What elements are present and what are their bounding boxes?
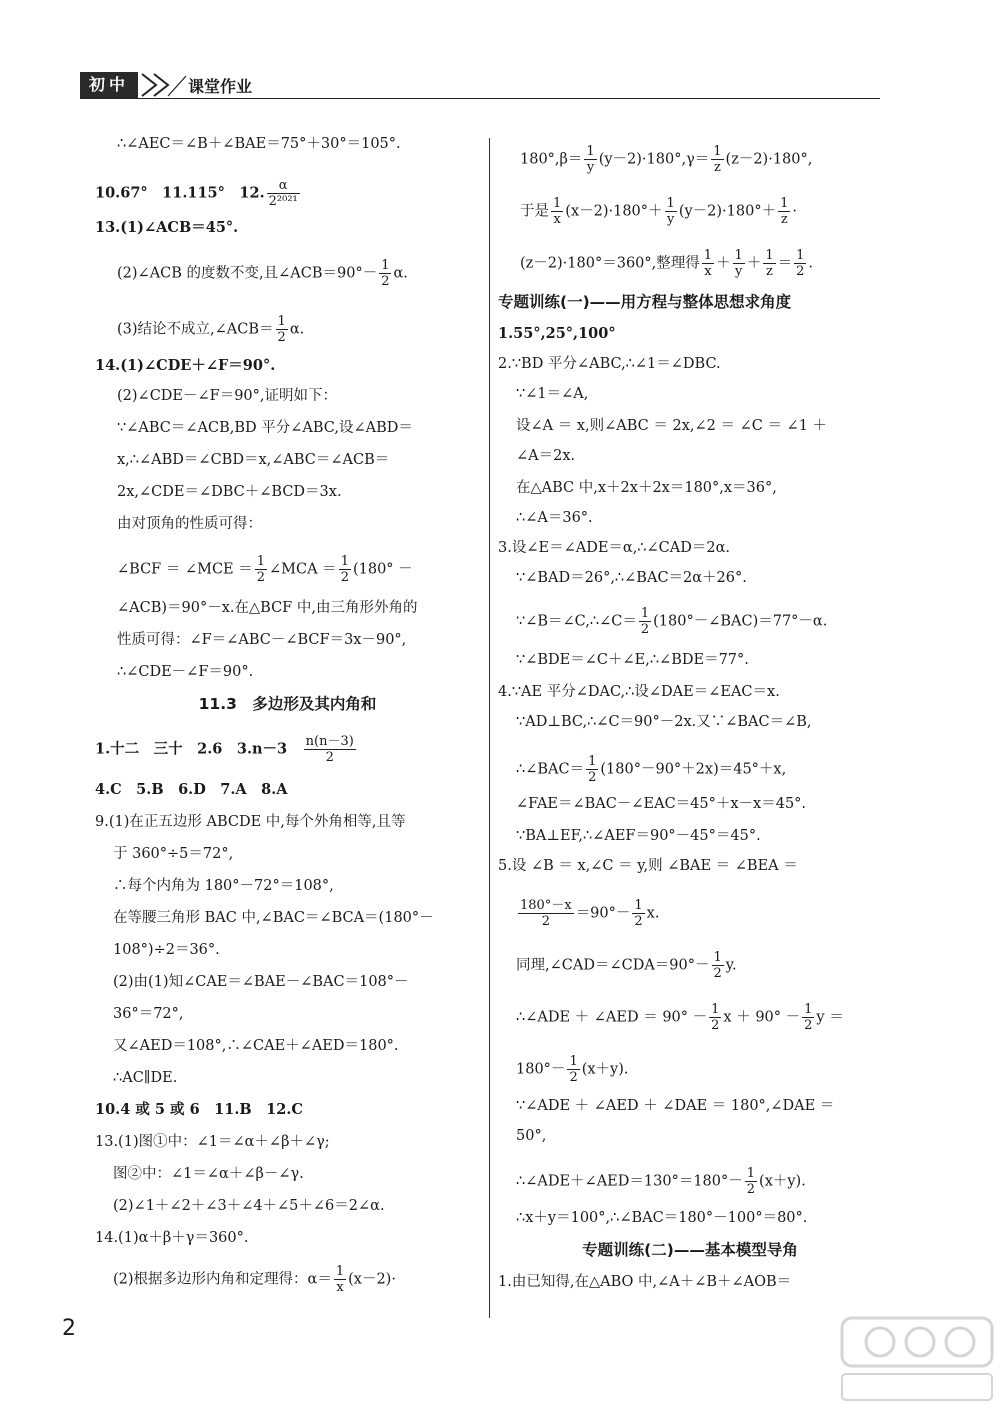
text: α.: [289, 321, 305, 338]
answer-line: [95, 1004, 480, 1024]
answer-line: [498, 1002, 882, 1033]
answer-line: [498, 538, 882, 558]
denominator: 2: [325, 750, 334, 765]
text: ∵∠BAD＝26°,∴∠BAC＝2α＋26°.: [516, 570, 747, 586]
answer-line: [498, 650, 882, 670]
fraction: [711, 144, 723, 175]
denominator: 2: [588, 770, 597, 785]
text: (x－2)·180°＋: [565, 203, 663, 220]
fraction: [709, 1002, 721, 1033]
numerator: 1: [734, 248, 743, 263]
fraction: [763, 248, 775, 279]
fraction: [551, 196, 563, 227]
section-heading: 专题训练(一)——用方程与整体思想求角度: [498, 293, 792, 311]
text: 10.4 或 5 或 6 11.B 12.C: [95, 1101, 303, 1118]
answer-line: [498, 354, 882, 374]
numerator: α: [267, 178, 300, 194]
numerator: 1: [780, 196, 789, 211]
page-header: [80, 72, 880, 100]
answer-line: [95, 386, 480, 406]
fraction: [632, 898, 644, 929]
denominator: x: [704, 264, 712, 279]
answer-line: [95, 598, 480, 618]
text: (180°－90°＋2x)＝45°＋x,: [600, 761, 787, 778]
numerator: 1: [713, 950, 722, 965]
text: (2)由(1)知∠CAE＝∠BAE－∠BAC＝108°－: [113, 974, 409, 990]
answer-line: [95, 356, 480, 376]
text: ＋: [746, 255, 762, 272]
numerator: 1: [277, 314, 286, 329]
text: ∴x＋y＝100°,∴∠BAC＝180°－100°＝80°.: [516, 1210, 808, 1226]
text: ＋: [716, 255, 731, 272]
answer-line: [95, 1228, 480, 1248]
answer-line: [95, 844, 480, 864]
answer-line: [498, 508, 882, 528]
denominator: 2: [381, 274, 390, 289]
text: (x－2)·: [348, 1271, 396, 1288]
answer-line: [498, 794, 882, 814]
series-badge: 初中: [80, 72, 138, 98]
answer-line: [95, 1196, 480, 1216]
answer-line: [498, 324, 882, 344]
fraction: [702, 248, 714, 279]
numerator: 1: [796, 248, 805, 263]
fraction: [733, 248, 745, 279]
text: 50°,: [516, 1128, 547, 1144]
text: 2x,∠CDE＝∠DBC＋∠BCD＝3x.: [117, 484, 342, 500]
answer-line: [498, 416, 882, 436]
answer-line: [498, 682, 882, 702]
text: ∠A＝2x.: [516, 448, 576, 464]
answer-line: [498, 606, 882, 637]
text: (2)根据多边形内角和定理得：α＝: [113, 1271, 332, 1288]
text: 在△ABC 中,x＋2x＋2x＝180°,x＝36°,: [516, 480, 777, 496]
text: 2.∵BD 平分∠ABC,∴∠1＝∠DBC.: [498, 356, 721, 372]
denominator: x: [553, 212, 561, 227]
fraction: [778, 196, 790, 227]
numerator: 180°－x: [520, 898, 572, 913]
double-chevron-icon: [138, 72, 188, 98]
text: ＝: [777, 255, 793, 272]
page-number: 2: [62, 1316, 76, 1341]
fraction: [802, 1002, 814, 1033]
answer-line: [95, 218, 480, 238]
numerator: 1: [746, 1166, 756, 1181]
text: (2)∠1＋∠2＋∠3＋∠4＋∠5＋∠6＝2∠α.: [113, 1198, 385, 1214]
answer-line: [95, 178, 480, 209]
denominator: y: [667, 212, 675, 227]
numerator: 1: [666, 196, 675, 211]
text: .: [808, 255, 813, 272]
numerator: n(n－3): [305, 734, 354, 749]
denominator: z: [766, 264, 773, 279]
fraction: [304, 734, 356, 765]
text: ∴∠ADE ＋ ∠AED ＝ 90° －: [516, 1009, 708, 1026]
text: 180°－: [516, 1061, 566, 1078]
denominator: 2: [804, 1018, 813, 1033]
text: (2)∠CDE－∠F＝90°,证明如下：: [117, 388, 338, 404]
text: ∵AD⊥BC,∴∠C＝90°－2x.又∵∠BAC＝∠B,: [516, 714, 812, 730]
denominator: y: [586, 160, 595, 175]
answer-line: [95, 780, 480, 800]
text: (y－2)·180°＋: [678, 203, 777, 220]
header-rule: [80, 98, 880, 99]
answer-line: [498, 478, 882, 498]
fraction: [567, 1054, 579, 1085]
text: (z－2)·180°＝360°,整理得: [520, 255, 700, 272]
text: 180°,β＝: [520, 151, 583, 168]
denominator: 2: [541, 914, 550, 929]
answer-line: [95, 630, 480, 650]
answer-line: [95, 876, 480, 896]
answer-line: [95, 1264, 480, 1295]
answer-line: [498, 1126, 882, 1146]
text: ∠ACB)＝90°－x.在△BCF 中,由三角形外角的: [117, 600, 418, 616]
fraction: [794, 248, 806, 279]
answer-line: [95, 482, 480, 502]
denominator: z: [713, 160, 721, 175]
denominator: 2: [634, 914, 643, 929]
answer-line: [95, 972, 480, 992]
answer-line: [95, 1164, 480, 1184]
numerator: 1: [713, 144, 722, 159]
denominator: z: [780, 212, 788, 227]
denominator: 2: [569, 1070, 578, 1085]
text: (3)结论不成立,∠ACB＝: [117, 321, 274, 338]
text: ∠BCF ＝ ∠MCE ＝: [117, 561, 253, 578]
text: 图②中：∠1＝∠α＋∠β－∠γ.: [113, 1166, 304, 1182]
text: 于是: [520, 203, 549, 220]
numerator: 1: [335, 1264, 345, 1279]
answer-line: [498, 384, 882, 404]
column-divider: [489, 138, 490, 1318]
text: 设∠A ＝ x,则∠ABC ＝ 2x,∠2 ＝ ∠C ＝ ∠1 ＋: [516, 418, 828, 434]
text: 1.十二 三十 2.6 3.n－3: [95, 740, 302, 758]
text: 3.设∠E＝∠ADE＝α,∴∠CAD＝2α.: [498, 540, 730, 556]
denominator: 2: [256, 570, 266, 585]
text: (180° －: [352, 561, 413, 578]
text: (z－2)·180°,: [725, 151, 813, 168]
fraction: [334, 1264, 346, 1295]
answer-line: [95, 1100, 480, 1120]
text: 108°)÷2＝36°.: [113, 942, 220, 958]
denominator: 2: [277, 330, 286, 345]
text: 9.(1)在正五边形 ABCDE 中,每个外角相等,且等: [95, 814, 406, 830]
denominator: x: [336, 1280, 344, 1295]
answer-line: [498, 1166, 882, 1197]
fraction: [586, 754, 598, 785]
numerator: 1: [634, 898, 643, 913]
text: ∵∠ADE ＋ ∠AED ＋ ∠DAE ＝ 180°,∠DAE ＝: [516, 1098, 835, 1114]
text: ∠FAE＝∠BAC－∠EAC＝45°＋x－x＝45°.: [516, 796, 807, 812]
text: (180°－∠BAC)＝77°－α.: [653, 613, 828, 630]
book-title: 课堂作业: [188, 77, 253, 96]
answer-line: [95, 554, 480, 585]
fraction: [584, 144, 596, 175]
fraction: [276, 314, 288, 345]
text: α.: [393, 265, 408, 282]
denominator: 2: [340, 570, 349, 585]
answer-line: [95, 1036, 480, 1056]
numerator: 1: [381, 258, 390, 273]
answer-line: [95, 908, 480, 928]
numerator: 1: [640, 606, 650, 621]
text: ∵∠ABC＝∠ACB,BD 平分∠ABC,设∠ABD＝: [117, 420, 413, 436]
numerator: 1: [765, 248, 774, 263]
text: 于 360°÷5＝72°,: [113, 846, 234, 862]
text: 10.67° 11.115° 12.: [95, 184, 265, 202]
numerator: 1: [711, 1002, 720, 1017]
answer-line: [498, 1054, 882, 1085]
text: 在等腰三角形 BAC 中,∠BAC＝∠BCA＝(180°－: [113, 910, 434, 926]
text: 由对顶角的性质可得：: [117, 516, 262, 532]
answer-line: [95, 662, 480, 682]
text: 又∠AED＝108°,∴∠CAE＋∠AED＝180°.: [113, 1038, 399, 1054]
text: 13.(1)图①中：∠1＝∠α＋∠β＋∠γ;: [95, 1134, 330, 1150]
denominator: 2: [713, 966, 722, 981]
text: 1.由已知得,在△ABO 中,∠A＋∠B＋∠AOB＝: [498, 1274, 792, 1290]
text: ∴∠BAC＝: [516, 761, 585, 778]
section-heading: 专题训练(二)——基本模型导角: [582, 1241, 798, 1259]
answer-line: [95, 258, 480, 289]
answer-line: [498, 1096, 882, 1116]
answer-line: [95, 418, 480, 438]
denominator: 2: [746, 1182, 756, 1197]
text: 同理,∠CAD＝∠CDA＝90°－: [516, 957, 710, 974]
section-heading: 11.3 多边形及其内角和: [198, 695, 377, 713]
numerator: 1: [703, 248, 713, 263]
text: ∴每个内角为 180°－72°＝108°,: [113, 878, 334, 894]
answer-line: [95, 940, 480, 960]
text: x,∴∠ABD＝∠CBD＝x,∠ABC＝∠ACB＝: [117, 452, 390, 468]
text: ∴∠CDE－∠F＝90°.: [117, 664, 254, 680]
answer-line: [498, 144, 882, 175]
denominator: 2: [640, 622, 650, 637]
text: 性质可得：∠F＝∠ABC－∠BCF＝3x－90°,: [117, 632, 407, 648]
denominator: y: [734, 264, 743, 279]
answer-line: [95, 812, 480, 832]
answer-line: [498, 196, 882, 227]
answer-line: [498, 826, 882, 846]
text: (x＋y).: [581, 1061, 629, 1078]
answer-line: [95, 514, 480, 534]
text: 4.∵AE 平分∠DAC,∴设∠DAE＝∠EAC＝x.: [498, 684, 780, 700]
text: 14.(1)α＋β＋γ＝360°.: [95, 1230, 249, 1246]
answer-line: [95, 450, 480, 470]
text: (y－2)·180°,γ＝: [598, 151, 710, 168]
text: (x＋y).: [759, 1173, 806, 1190]
text: 1.55°,25°,100°: [498, 325, 616, 342]
text: ∴∠A＝36°.: [516, 510, 593, 526]
fraction: [745, 1166, 757, 1197]
text: ·: [792, 203, 797, 220]
text: 14.(1)∠CDE＋∠F＝90°.: [95, 357, 276, 374]
text: ∠MCA ＝: [269, 561, 337, 578]
fraction: [267, 178, 300, 209]
numerator: 1: [340, 554, 349, 569]
fraction: [665, 196, 677, 227]
text: x.: [646, 905, 660, 922]
answer-line: [498, 1272, 882, 1292]
answer-line: [95, 134, 480, 154]
answer-line: [498, 446, 882, 466]
text: (2)∠ACB 的度数不变,且∠ACB＝90°－: [117, 265, 378, 282]
text: 36°＝72°,: [113, 1006, 184, 1022]
answer-line: [498, 1208, 882, 1228]
denominator: 2: [711, 1018, 720, 1033]
text: ∴∠ADE＋∠AED＝130°＝180°－: [516, 1173, 743, 1190]
text: 13.(1)∠ACB＝45°.: [95, 219, 239, 236]
numerator: 1: [569, 1054, 578, 1069]
text: ∴AC∥DE.: [113, 1070, 178, 1086]
answer-line: [498, 712, 882, 732]
answer-line: [498, 754, 882, 785]
text: 4.C 5.B 6.D 7.A 8.A: [95, 781, 288, 798]
answer-line: [498, 568, 882, 588]
numerator: 1: [553, 196, 562, 211]
answer-line: [95, 314, 480, 345]
watermark-logo: [840, 1310, 1000, 1405]
text: 5.设 ∠B ＝ x,∠C ＝ y,则 ∠BAE ＝ ∠BEA ＝: [498, 858, 798, 874]
fraction: [639, 606, 651, 637]
answer-line: [498, 898, 882, 929]
fraction: [255, 554, 267, 585]
denominator: 2²⁰²¹: [268, 194, 298, 209]
fraction: [379, 258, 391, 289]
text: ＝90°－: [575, 905, 631, 922]
text: ∴∠AEC＝∠B＋∠BAE＝75°＋30°＝105°.: [117, 136, 401, 152]
text: ∵∠BDE＝∠C＋∠E,∴∠BDE＝77°.: [516, 652, 749, 668]
fraction: [518, 898, 574, 929]
answer-line: [95, 1068, 480, 1088]
numerator: 1: [586, 144, 595, 159]
text: y ＝: [816, 1009, 844, 1026]
text: ∵BA⊥EF,∴∠AEF＝90°－45°＝45°.: [516, 828, 761, 844]
fraction: [339, 554, 351, 585]
numerator: 1: [804, 1002, 813, 1017]
answer-line: [498, 856, 882, 876]
text: x ＋ 90° －: [723, 1009, 801, 1026]
numerator: 1: [588, 754, 597, 769]
text: ∵∠1＝∠A,: [516, 386, 589, 402]
denominator: 2: [796, 264, 805, 279]
fraction: [712, 950, 724, 981]
text: ∵∠B＝∠C,∴∠C＝: [516, 613, 637, 630]
answer-line: [95, 734, 480, 765]
text: y.: [725, 957, 737, 974]
answer-line: [498, 950, 882, 981]
answer-line: [95, 1132, 480, 1152]
answer-line: [498, 248, 882, 279]
numerator: 1: [256, 554, 266, 569]
